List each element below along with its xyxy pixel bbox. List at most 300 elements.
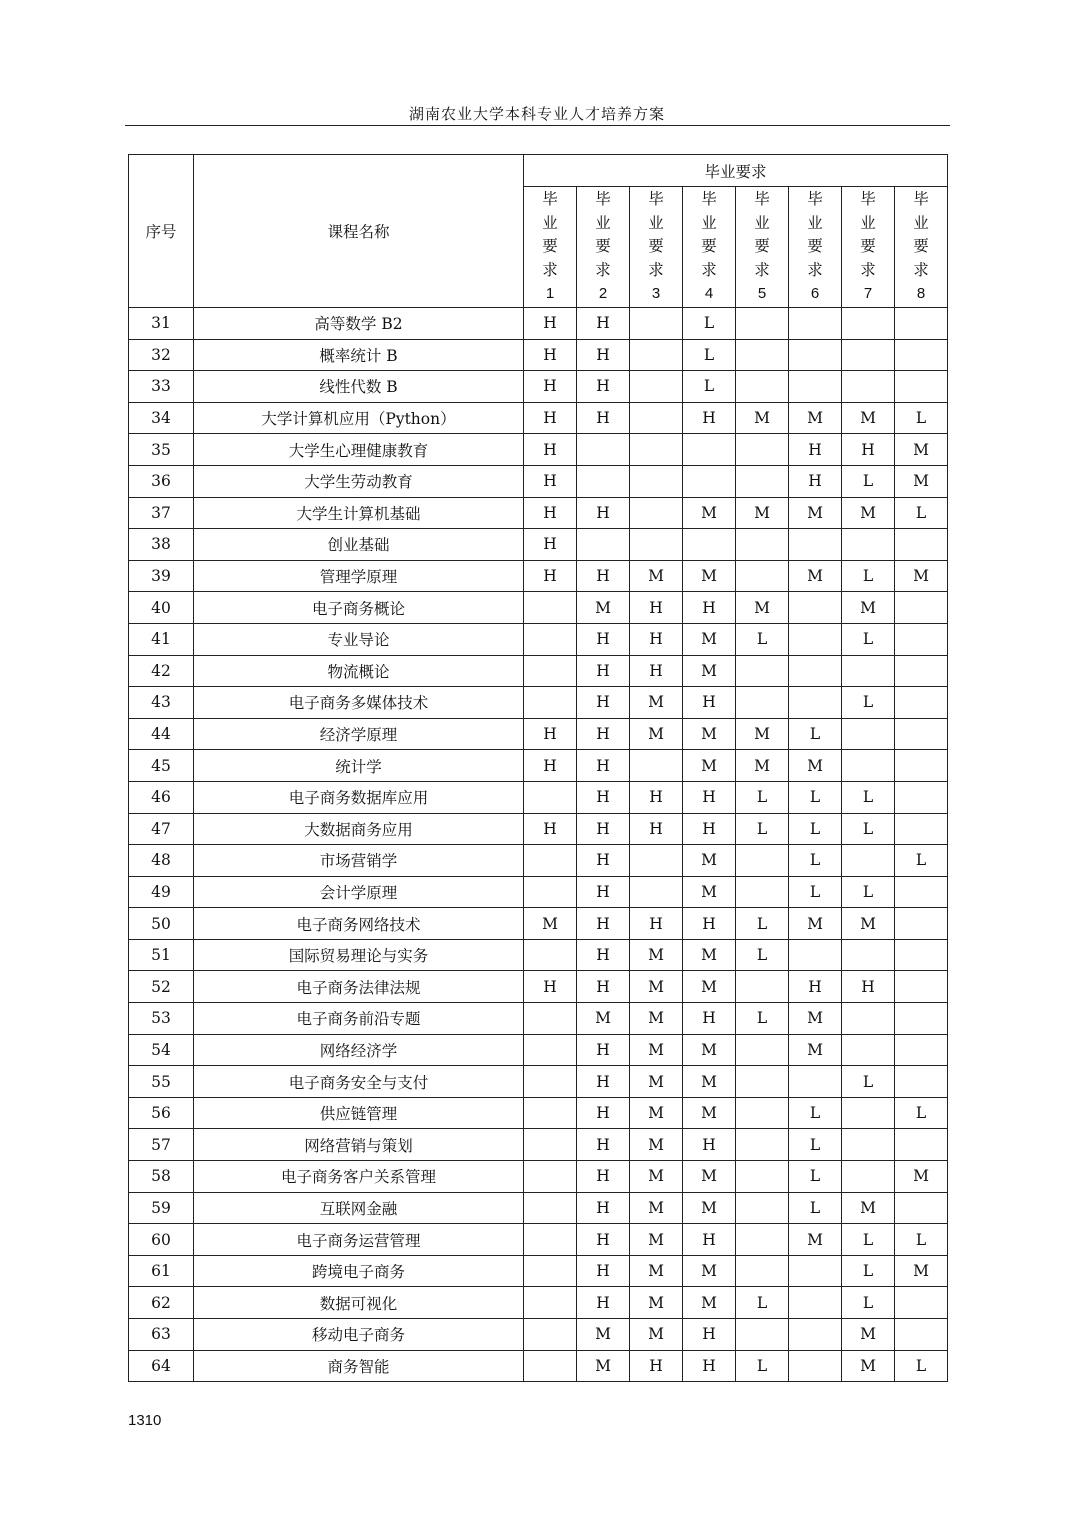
row-course-name: 商务智能 <box>194 1350 524 1382</box>
requirement-level-cell: L <box>842 687 895 719</box>
requirement-level-cell: M <box>630 1255 683 1287</box>
requirement-header-6 <box>789 187 842 308</box>
requirement-level-cell <box>577 465 630 497</box>
requirement-level-cell: L <box>683 308 736 340</box>
requirement-level-cell: L <box>895 845 948 877</box>
requirement-level-cell: M <box>842 1192 895 1224</box>
header-graduation-requirements: 毕业要求 <box>524 155 948 187</box>
requirement-level-cell <box>842 1097 895 1129</box>
requirement-header-7 <box>842 187 895 308</box>
row-course-name: 电子商务安全与支付 <box>194 1066 524 1098</box>
requirement-level-cell: H <box>577 687 630 719</box>
row-serial-number: 54 <box>129 1034 194 1066</box>
row-serial-number: 45 <box>129 750 194 782</box>
requirement-level-cell: M <box>683 718 736 750</box>
requirement-level-cell <box>842 845 895 877</box>
row-serial-number: 58 <box>129 1161 194 1193</box>
requirement-level-cell <box>789 339 842 371</box>
row-course-name: 电子商务客户关系管理 <box>194 1161 524 1193</box>
requirement-level-cell: H <box>577 655 630 687</box>
requirement-level-cell <box>736 971 789 1003</box>
row-course-name: 供应链管理 <box>194 1097 524 1129</box>
row-course-name: 会计学原理 <box>194 876 524 908</box>
requirement-level-cell: M <box>683 750 736 782</box>
requirement-level-cell <box>895 1066 948 1098</box>
requirement-level-cell: H <box>577 1224 630 1256</box>
table-row <box>129 465 948 497</box>
requirement-level-cell: H <box>630 592 683 624</box>
requirement-level-cell: M <box>577 1003 630 1035</box>
row-course-name: 创业基础 <box>194 529 524 561</box>
requirement-level-cell: L <box>842 1255 895 1287</box>
requirement-level-cell: H <box>683 402 736 434</box>
row-course-name: 移动电子商务 <box>194 1319 524 1351</box>
row-serial-number: 49 <box>129 876 194 908</box>
row-serial-number: 56 <box>129 1097 194 1129</box>
requirement-level-cell: H <box>524 718 577 750</box>
requirement-level-cell <box>630 497 683 529</box>
requirement-level-cell: H <box>577 497 630 529</box>
row-serial-number: 43 <box>129 687 194 719</box>
requirement-level-cell <box>524 687 577 719</box>
row-serial-number: 42 <box>129 655 194 687</box>
requirement-level-cell <box>842 750 895 782</box>
requirement-level-cell: H <box>789 971 842 1003</box>
requirement-level-cell: M <box>683 560 736 592</box>
requirement-level-cell: L <box>789 1097 842 1129</box>
requirement-level-cell <box>524 1350 577 1382</box>
requirement-level-cell: M <box>789 560 842 592</box>
requirement-level-cell <box>524 1003 577 1035</box>
requirement-level-cell: M <box>577 1319 630 1351</box>
requirement-level-cell: H <box>630 813 683 845</box>
requirement-level-cell: H <box>577 845 630 877</box>
requirement-level-cell: M <box>630 1066 683 1098</box>
requirement-level-cell: M <box>683 1287 736 1319</box>
row-course-name: 线性代数 B <box>194 371 524 403</box>
requirement-level-cell: H <box>683 592 736 624</box>
row-serial-number: 48 <box>129 845 194 877</box>
requirement-level-cell: M <box>683 939 736 971</box>
requirement-level-cell: L <box>789 1161 842 1193</box>
requirement-level-cell: M <box>683 1066 736 1098</box>
requirement-level-cell <box>789 529 842 561</box>
table-row <box>129 781 948 813</box>
requirement-level-cell: H <box>683 1003 736 1035</box>
requirement-level-cell: H <box>577 1097 630 1129</box>
requirement-label: 毕业要求 <box>542 190 558 279</box>
requirement-level-cell <box>524 1034 577 1066</box>
table-row <box>129 1350 948 1382</box>
table-row <box>129 1161 948 1193</box>
row-serial-number: 47 <box>129 813 194 845</box>
requirement-level-cell <box>524 1255 577 1287</box>
requirement-level-cell <box>736 1161 789 1193</box>
row-course-name: 跨境电子商务 <box>194 1255 524 1287</box>
requirement-level-cell <box>630 529 683 561</box>
requirement-number: 4 <box>704 285 714 303</box>
requirement-level-cell: M <box>736 718 789 750</box>
requirement-level-cell: M <box>895 434 948 466</box>
requirement-level-cell: M <box>630 687 683 719</box>
requirement-level-cell: M <box>789 497 842 529</box>
requirement-level-cell <box>630 465 683 497</box>
requirement-level-cell: H <box>842 434 895 466</box>
requirement-level-cell: H <box>524 465 577 497</box>
requirement-level-cell: H <box>577 1192 630 1224</box>
requirement-level-cell: H <box>683 813 736 845</box>
requirement-level-cell: M <box>842 1350 895 1382</box>
requirement-level-cell: H <box>577 971 630 1003</box>
requirement-level-cell <box>630 434 683 466</box>
row-course-name: 大数据商务应用 <box>194 813 524 845</box>
requirement-level-cell: M <box>842 1319 895 1351</box>
requirement-level-cell: H <box>577 813 630 845</box>
requirement-level-cell <box>736 308 789 340</box>
requirement-level-cell: H <box>577 1034 630 1066</box>
requirement-level-cell <box>895 1319 948 1351</box>
requirement-level-cell <box>895 813 948 845</box>
row-serial-number: 52 <box>129 971 194 1003</box>
row-serial-number: 44 <box>129 718 194 750</box>
requirement-level-cell <box>524 1097 577 1129</box>
requirement-level-cell: H <box>577 1287 630 1319</box>
requirement-level-cell <box>524 1319 577 1351</box>
row-course-name: 互联网金融 <box>194 1192 524 1224</box>
row-serial-number: 63 <box>129 1319 194 1351</box>
course-requirement-matrix <box>128 154 948 1382</box>
requirement-level-cell <box>524 876 577 908</box>
requirement-level-cell <box>789 308 842 340</box>
table-row <box>129 434 948 466</box>
row-serial-number: 57 <box>129 1129 194 1161</box>
requirement-level-cell: M <box>683 1034 736 1066</box>
requirement-number: 5 <box>757 285 767 303</box>
requirement-level-cell: H <box>577 371 630 403</box>
requirement-level-cell <box>736 845 789 877</box>
row-course-name: 概率统计 B <box>194 339 524 371</box>
requirement-level-cell <box>789 939 842 971</box>
row-course-name: 专业导论 <box>194 623 524 655</box>
requirement-number: 6 <box>810 285 820 303</box>
requirement-label: 毕业要求 <box>648 190 664 279</box>
row-serial-number: 32 <box>129 339 194 371</box>
requirement-level-cell: M <box>736 402 789 434</box>
requirement-level-cell <box>630 308 683 340</box>
requirement-level-cell: L <box>895 402 948 434</box>
requirement-level-cell: H <box>789 465 842 497</box>
requirement-level-cell: M <box>683 1255 736 1287</box>
row-serial-number: 55 <box>129 1066 194 1098</box>
requirement-level-cell: M <box>895 560 948 592</box>
table-row <box>129 623 948 655</box>
requirement-level-cell <box>842 939 895 971</box>
requirement-level-cell: L <box>789 813 842 845</box>
row-serial-number: 31 <box>129 308 194 340</box>
requirement-level-cell <box>895 529 948 561</box>
row-course-name: 高等数学 B2 <box>194 308 524 340</box>
requirement-level-cell: H <box>630 908 683 940</box>
requirement-level-cell <box>736 1319 789 1351</box>
requirement-level-cell: L <box>683 339 736 371</box>
requirement-level-cell: H <box>524 497 577 529</box>
page-number: 1310 <box>128 1412 162 1429</box>
header-serial-number: 序号 <box>129 155 194 308</box>
requirement-level-cell: M <box>842 497 895 529</box>
requirement-level-cell: M <box>736 497 789 529</box>
matrix-body <box>129 308 948 1382</box>
requirement-level-cell: L <box>842 1224 895 1256</box>
requirement-level-cell: H <box>630 655 683 687</box>
requirement-level-cell: H <box>577 781 630 813</box>
requirement-level-cell <box>895 371 948 403</box>
requirement-level-cell: H <box>524 308 577 340</box>
requirement-level-cell: H <box>577 908 630 940</box>
row-serial-number: 33 <box>129 371 194 403</box>
requirement-level-cell: H <box>683 1129 736 1161</box>
requirement-level-cell: L <box>789 718 842 750</box>
requirement-level-cell: M <box>630 1003 683 1035</box>
requirement-level-cell: M <box>630 560 683 592</box>
requirement-level-cell: M <box>683 655 736 687</box>
requirement-level-cell: L <box>683 371 736 403</box>
requirement-label: 毕业要求 <box>595 190 611 279</box>
row-course-name: 网络经济学 <box>194 1034 524 1066</box>
requirement-level-cell: H <box>683 908 736 940</box>
requirement-level-cell: M <box>789 750 842 782</box>
requirement-level-cell <box>895 1003 948 1035</box>
requirement-level-cell <box>736 1129 789 1161</box>
requirement-level-cell: M <box>789 908 842 940</box>
requirement-level-cell: L <box>736 813 789 845</box>
requirement-level-cell: H <box>577 308 630 340</box>
requirement-level-cell <box>524 845 577 877</box>
requirement-level-cell <box>789 1255 842 1287</box>
requirement-level-cell: M <box>683 1161 736 1193</box>
row-serial-number: 59 <box>129 1192 194 1224</box>
row-course-name: 网络营销与策划 <box>194 1129 524 1161</box>
requirement-level-cell: M <box>789 1034 842 1066</box>
requirement-level-cell <box>630 876 683 908</box>
requirement-level-cell: M <box>683 623 736 655</box>
row-serial-number: 51 <box>129 939 194 971</box>
requirement-level-cell: L <box>842 465 895 497</box>
table-row <box>129 876 948 908</box>
requirement-level-cell <box>842 718 895 750</box>
requirement-level-cell: M <box>524 908 577 940</box>
requirement-level-cell <box>895 339 948 371</box>
requirement-level-cell <box>789 1350 842 1382</box>
row-serial-number: 36 <box>129 465 194 497</box>
table-row <box>129 1287 948 1319</box>
requirement-level-cell: H <box>524 750 577 782</box>
requirement-level-cell: L <box>736 623 789 655</box>
requirement-header-3 <box>630 187 683 308</box>
requirement-level-cell <box>630 339 683 371</box>
requirement-level-cell: L <box>895 1097 948 1129</box>
requirement-level-cell <box>524 1224 577 1256</box>
requirement-level-cell: M <box>842 592 895 624</box>
table-row <box>129 750 948 782</box>
table-row <box>129 939 948 971</box>
requirement-level-cell: M <box>683 1192 736 1224</box>
requirement-level-cell <box>842 1129 895 1161</box>
requirement-level-cell <box>842 655 895 687</box>
requirement-level-cell <box>524 1287 577 1319</box>
requirement-level-cell: L <box>842 560 895 592</box>
requirement-level-cell <box>842 1034 895 1066</box>
requirement-level-cell: M <box>683 876 736 908</box>
requirement-level-cell <box>895 718 948 750</box>
requirement-level-cell <box>895 308 948 340</box>
requirement-level-cell: H <box>683 1224 736 1256</box>
requirement-level-cell: M <box>577 592 630 624</box>
requirement-level-cell <box>736 1255 789 1287</box>
requirement-level-cell <box>789 687 842 719</box>
requirement-level-cell <box>842 1003 895 1035</box>
requirement-level-cell: M <box>683 845 736 877</box>
row-serial-number: 64 <box>129 1350 194 1382</box>
requirement-level-cell <box>524 623 577 655</box>
row-serial-number: 46 <box>129 781 194 813</box>
requirement-level-cell: L <box>789 781 842 813</box>
row-course-name: 电子商务法律法规 <box>194 971 524 1003</box>
requirement-level-cell: L <box>842 781 895 813</box>
row-serial-number: 38 <box>129 529 194 561</box>
requirement-level-cell: L <box>895 1350 948 1382</box>
requirement-level-cell: H <box>577 939 630 971</box>
row-course-name: 国际贸易理论与实务 <box>194 939 524 971</box>
requirement-level-cell <box>630 371 683 403</box>
requirement-level-cell: H <box>789 434 842 466</box>
row-course-name: 大学生计算机基础 <box>194 497 524 529</box>
requirement-level-cell <box>683 529 736 561</box>
requirement-level-cell <box>895 876 948 908</box>
row-serial-number: 37 <box>129 497 194 529</box>
requirement-number: 7 <box>863 285 873 303</box>
table-row <box>129 1097 948 1129</box>
requirement-level-cell: L <box>789 845 842 877</box>
requirement-level-cell <box>736 1192 789 1224</box>
requirement-level-cell: L <box>842 623 895 655</box>
requirement-header-2 <box>577 187 630 308</box>
requirement-level-cell <box>895 592 948 624</box>
requirement-level-cell <box>736 465 789 497</box>
requirement-level-cell <box>630 402 683 434</box>
row-course-name: 电子商务运营管理 <box>194 1224 524 1256</box>
row-serial-number: 61 <box>129 1255 194 1287</box>
requirement-level-cell: M <box>842 908 895 940</box>
requirement-level-cell <box>524 1066 577 1098</box>
requirement-level-cell: M <box>630 1319 683 1351</box>
requirement-level-cell: M <box>630 1192 683 1224</box>
requirement-level-cell: L <box>736 781 789 813</box>
requirement-level-cell <box>895 1034 948 1066</box>
requirement-level-cell <box>789 1319 842 1351</box>
requirement-level-cell <box>842 339 895 371</box>
requirement-level-cell: M <box>736 592 789 624</box>
table-row <box>129 971 948 1003</box>
table-row <box>129 718 948 750</box>
requirement-number: 3 <box>651 285 661 303</box>
row-course-name: 管理学原理 <box>194 560 524 592</box>
requirement-level-cell <box>895 1287 948 1319</box>
requirement-level-cell: H <box>683 1319 736 1351</box>
requirement-level-cell <box>736 1034 789 1066</box>
row-course-name: 统计学 <box>194 750 524 782</box>
requirement-level-cell: L <box>842 813 895 845</box>
requirement-level-cell: H <box>630 781 683 813</box>
requirement-level-cell <box>630 750 683 782</box>
requirement-level-cell: H <box>577 402 630 434</box>
requirement-level-cell: M <box>630 971 683 1003</box>
requirement-level-cell <box>895 623 948 655</box>
requirement-level-cell: L <box>842 1066 895 1098</box>
requirement-level-cell <box>789 655 842 687</box>
requirement-level-cell: M <box>630 1129 683 1161</box>
requirement-level-cell: H <box>577 1161 630 1193</box>
requirement-level-cell: H <box>524 529 577 561</box>
row-course-name: 数据可视化 <box>194 1287 524 1319</box>
requirement-level-cell: H <box>577 1255 630 1287</box>
requirement-level-cell <box>789 1287 842 1319</box>
row-course-name: 经济学原理 <box>194 718 524 750</box>
requirement-label: 毕业要求 <box>860 190 876 279</box>
requirement-level-cell <box>736 529 789 561</box>
table-row <box>129 1319 948 1351</box>
requirement-number: 1 <box>545 285 555 303</box>
requirement-level-cell <box>736 339 789 371</box>
table-row <box>129 1003 948 1035</box>
requirement-level-cell <box>895 655 948 687</box>
table-row <box>129 497 948 529</box>
requirement-level-cell <box>895 687 948 719</box>
table-row <box>129 529 948 561</box>
requirement-level-cell <box>736 560 789 592</box>
requirement-header-1 <box>524 187 577 308</box>
row-course-name: 物流概论 <box>194 655 524 687</box>
requirement-level-cell <box>736 876 789 908</box>
row-serial-number: 34 <box>129 402 194 434</box>
header-divider <box>125 125 950 126</box>
requirement-level-cell: M <box>683 971 736 1003</box>
requirement-level-cell: M <box>842 402 895 434</box>
table-row <box>129 1034 948 1066</box>
requirement-level-cell: M <box>683 1097 736 1129</box>
requirement-level-cell: H <box>842 971 895 1003</box>
requirement-level-cell: M <box>789 1224 842 1256</box>
requirement-level-cell <box>789 623 842 655</box>
requirement-level-cell: M <box>683 497 736 529</box>
requirement-level-cell: H <box>577 876 630 908</box>
table-row <box>129 1066 948 1098</box>
requirement-level-cell <box>524 939 577 971</box>
requirement-header-4 <box>683 187 736 308</box>
row-serial-number: 50 <box>129 908 194 940</box>
requirement-level-cell <box>524 655 577 687</box>
requirement-level-cell <box>524 1161 577 1193</box>
requirement-level-cell <box>524 781 577 813</box>
requirement-level-cell: H <box>524 813 577 845</box>
requirement-level-cell <box>895 781 948 813</box>
table-row <box>129 592 948 624</box>
requirement-level-cell <box>789 592 842 624</box>
requirement-level-cell: L <box>789 1192 842 1224</box>
requirement-level-cell <box>736 371 789 403</box>
requirement-level-cell: H <box>630 1350 683 1382</box>
requirement-level-cell: L <box>736 939 789 971</box>
requirement-label: 毕业要求 <box>913 190 929 279</box>
